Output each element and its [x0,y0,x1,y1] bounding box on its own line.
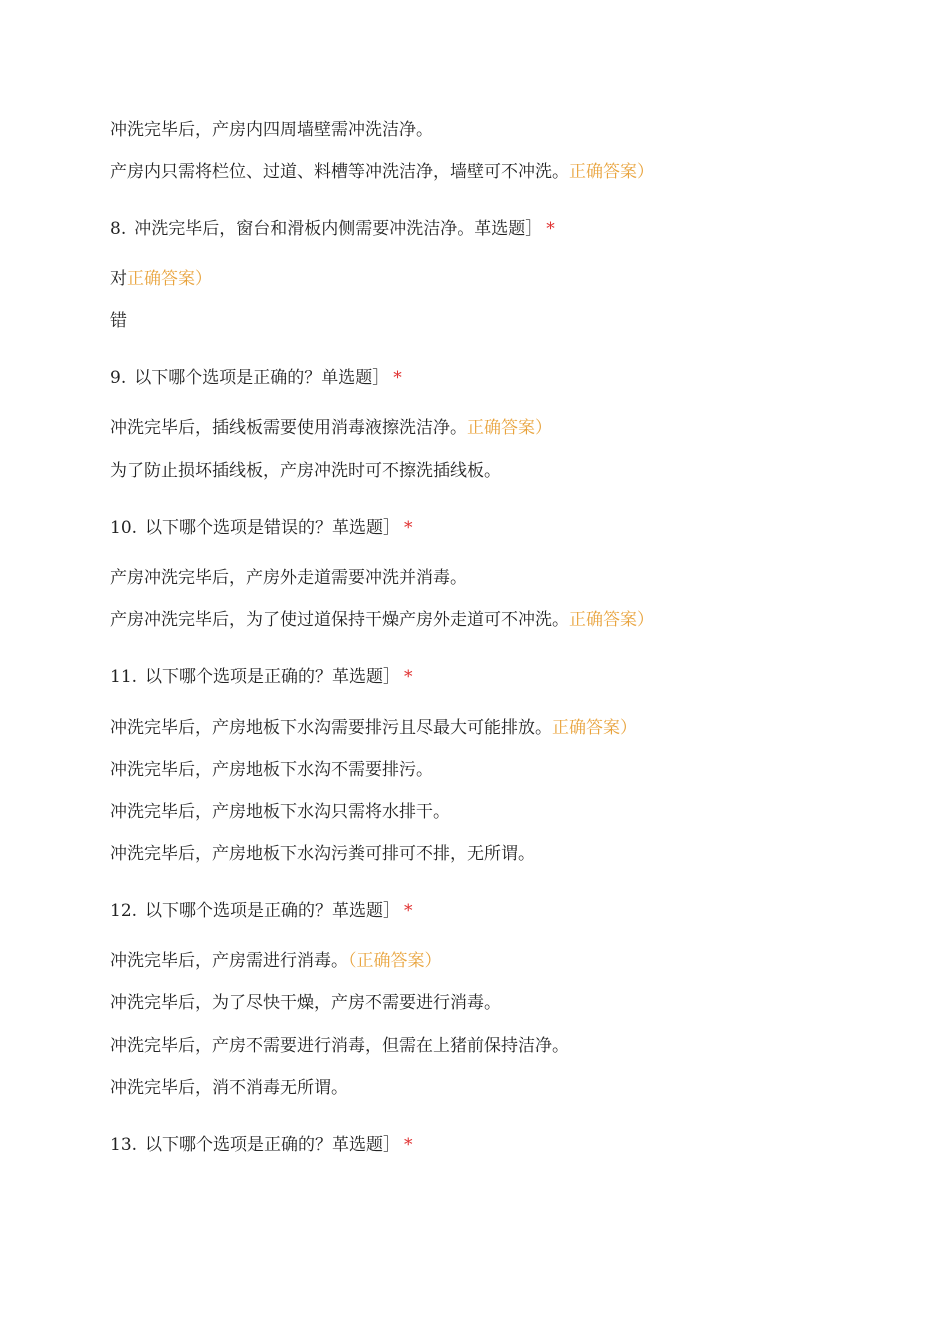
option-text: 冲洗完毕后，产房地板下水沟不需要排污。 [110,760,433,780]
question-text: 以下哪个选项是正确的？革选题］ [145,667,401,687]
option-text: 冲洗完毕后，插线板需要使用消毒液擦洗洁净。 [110,418,467,438]
question-text: 以下哪个选项是正确的？革选题］ [145,901,401,921]
question-11 [110,665,413,689]
option-text: 产房内只需将栏位、过道、料槽等冲洗洁净，墙壁可不冲洗。 [110,162,569,182]
question-number: 9. [110,368,127,388]
question-number: 8. [110,219,127,239]
question-9 [110,366,402,390]
required-star: * [404,1135,413,1155]
option-q12-b [110,991,501,1015]
option-text: 产房冲洗完毕后，产房外走道需要冲洗并消毒。 [110,568,467,588]
question-number: 10. [110,518,138,538]
question-text: 以下哪个选项是正确的？革选题］ [145,1135,401,1155]
option-q12-a [110,949,442,973]
required-star: * [546,219,555,239]
correct-answer-tag: 正确答案） [569,610,654,630]
option-q8-b [110,309,127,333]
option-text: 冲洗完毕后，产房地板下水沟污粪可排可不排，无所谓。 [110,844,535,864]
option-q9-a [110,416,552,440]
option-prev-b [110,160,654,184]
option-q11-d [110,842,535,866]
option-text: 冲洗完毕后，产房地板下水沟需要排污且尽最大可能排放。 [110,718,552,738]
option-text: 为了防止损坏插线板，产房冲洗时可不擦洗插线板。 [110,461,501,481]
option-q8-a [110,267,212,291]
correct-answer-tag: （正确答案） [348,951,442,971]
option-prev-a [110,118,433,142]
option-text: 对 [110,269,127,289]
option-text: 冲洗完毕后，消不消毒无所谓。 [110,1078,348,1098]
question-8 [110,217,555,241]
option-text: 冲洗完毕后，为了尽快干燥，产房不需要进行消毒。 [110,993,501,1013]
question-text: 以下哪个选项是错误的？革选题］ [145,518,401,538]
question-number: 11. [110,667,138,687]
question-number: 12. [110,901,138,921]
required-star: * [393,368,402,388]
correct-answer-tag: 正确答案） [467,418,552,438]
required-star: * [404,518,413,538]
question-10 [110,516,413,540]
correct-answer-tag: 正确答案） [552,718,637,738]
option-q10-a [110,566,467,590]
option-q11-c [110,800,450,824]
option-q11-b [110,758,433,782]
question-text: 冲洗完毕后，窗台和滑板内侧需要冲洗洁净。革选题］ [134,219,543,239]
question-13 [110,1133,413,1157]
option-q11-a [110,716,637,740]
required-star: * [404,667,413,687]
correct-answer-tag: 正确答案） [127,269,212,289]
option-q10-b [110,608,654,632]
required-star: * [404,901,413,921]
option-text: 产房冲洗完毕后，为了使过道保持干燥产房外走道可不冲洗。 [110,610,569,630]
question-number: 13. [110,1135,138,1155]
option-text: 冲洗完毕后，产房内四周墙壁需冲洗洁净。 [110,120,433,140]
correct-answer-tag: 正确答案） [569,162,654,182]
option-text: 冲洗完毕后，产房地板下水沟只需将水排干。 [110,802,450,822]
option-text: 错 [110,311,127,331]
option-q12-d [110,1076,348,1100]
option-q9-b [110,459,501,483]
option-text: 冲洗完毕后，产房需进行消毒。 [110,951,348,971]
option-q12-c [110,1034,569,1058]
option-text: 冲洗完毕后，产房不需要进行消毒，但需在上猪前保持洁净。 [110,1036,569,1056]
question-12 [110,899,413,923]
question-text: 以下哪个选项是正确的？单选题］ [134,368,390,388]
